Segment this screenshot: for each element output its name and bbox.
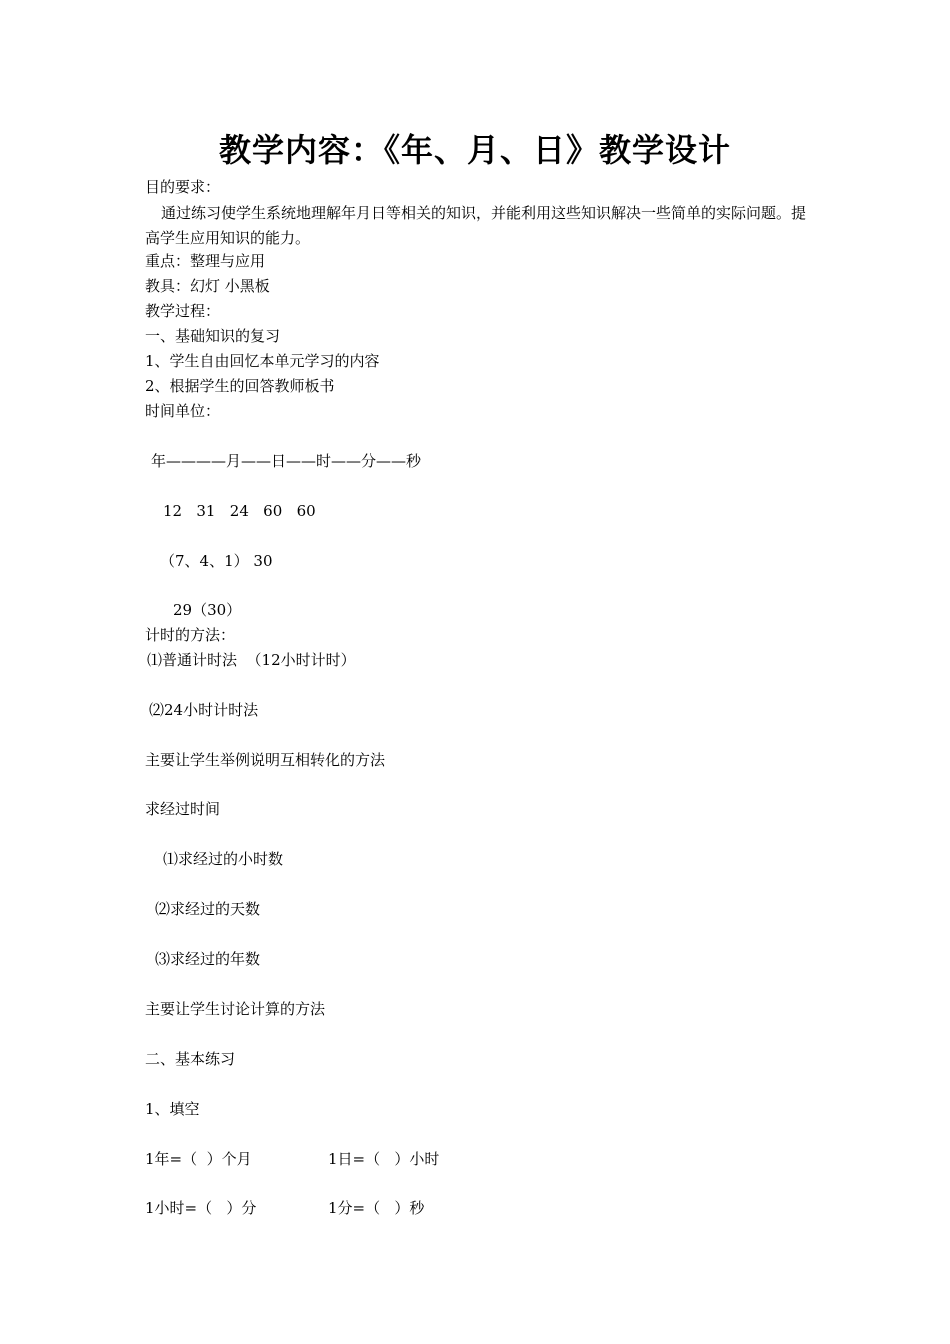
method2: ⑵24小时计时法 (149, 701, 259, 719)
key-point: 重点：整理与应用 (145, 252, 266, 270)
fill-question-3: 1小时=（ ）分 (145, 1199, 257, 1217)
note2: 主要让学生讨论计算的方法 (145, 1000, 326, 1018)
note1: 主要让学生举例说明互相转化的方法 (145, 751, 386, 769)
section2-heading: 二、基本练习 (145, 1050, 236, 1068)
process-label: 教学过程： (145, 302, 221, 320)
objectives-text: 通过练习使学生系统地理解年月日等相关的知识，并能利用这些知识解决一些简单的实际问题。提高学生应用知识的能力。 (145, 204, 807, 247)
step1: 1、学生自由回忆本单元学习的内容 (145, 352, 380, 370)
method1: ⑴普通计时法 （12小时计时） (147, 651, 356, 669)
fill-question-1: 1年=（ ）个月 (145, 1150, 252, 1168)
section1-heading: 一、基础知识的复习 (145, 327, 281, 345)
elapsed-label: 求经过时间 (145, 800, 221, 818)
page-title: 教学内容：《年、月、日》教学设计 (218, 131, 731, 169)
elapsed1: ⑴求经过的小时数 (163, 850, 284, 868)
timing-methods-label: 计时的方法： (145, 626, 236, 644)
fill-question-4: 1分=（ ）秒 (328, 1199, 425, 1217)
elapsed3: ⑶求经过的年数 (155, 950, 261, 968)
conversions-row2: （7、4、1） 30 (160, 552, 273, 570)
elapsed2: ⑵求经过的天数 (155, 900, 261, 918)
objectives-label: 目的要求： (145, 178, 221, 196)
fill-question-2: 1日=（ ）小时 (328, 1150, 440, 1168)
step2: 2、根据学生的回答教师板书 (145, 377, 335, 395)
teaching-aids: 教具：幻灯 小黑板 (145, 277, 270, 295)
fill-heading: 1、填空 (145, 1100, 200, 1118)
time-units-label: 时间单位： (145, 402, 221, 420)
units-chain: 年————月——日——时——分——秒 (151, 452, 422, 470)
conversions-row1: 12 31 24 60 60 (163, 502, 316, 520)
conversions-row3: 29（30） (173, 601, 242, 619)
